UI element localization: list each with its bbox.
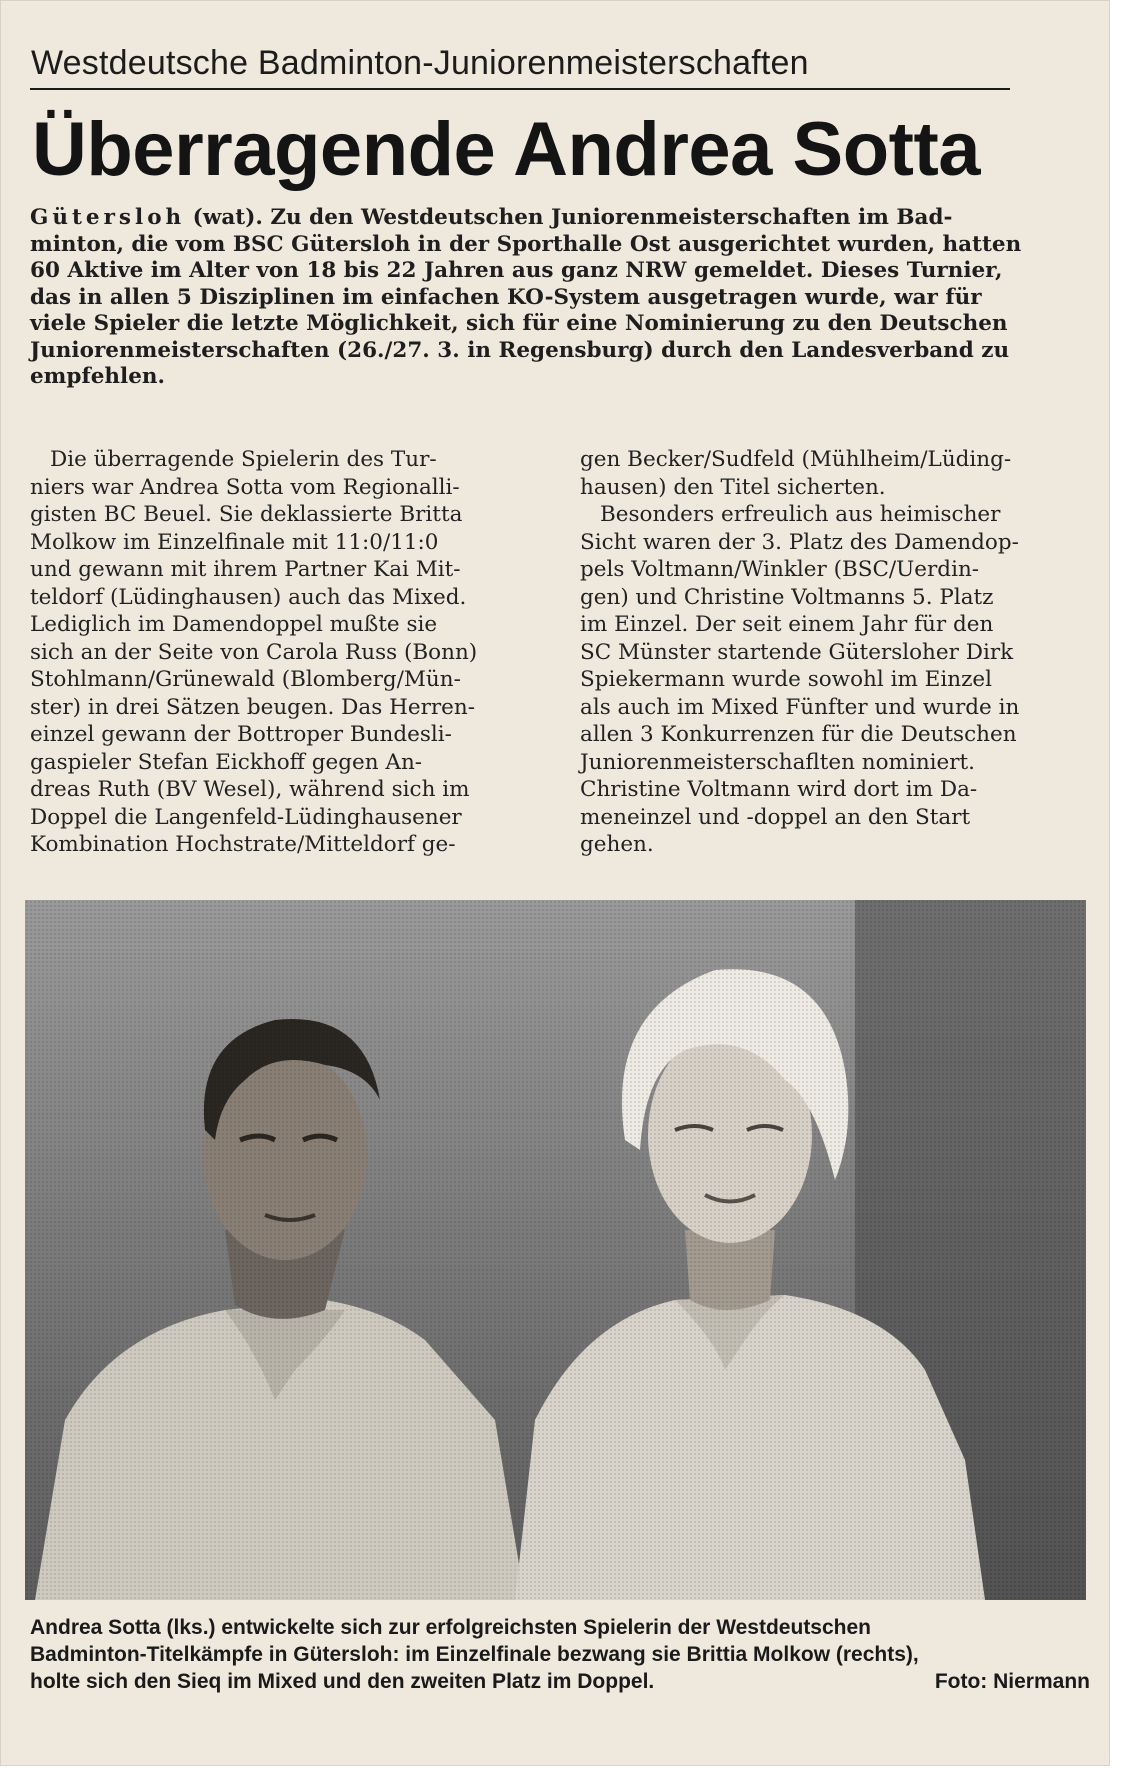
lead-line: 60 Aktive im Alter von 18 bis 22 Jahren aus ganz NRW gemeldet. Dieses Turnier, xyxy=(30,258,1003,283)
body-line: ster) in drei Sätzen beugen. Das Herren- xyxy=(30,694,475,720)
body-line: als auch im Mixed Fünfter und wurde in xyxy=(580,694,1020,720)
body-line: Sicht waren der 3. Platz des Damendop- xyxy=(580,529,1019,555)
press-photo xyxy=(25,900,1086,1600)
body-line: im Einzel. Der seit einem Jahr für den xyxy=(580,612,994,637)
lead-line: empfehlen. xyxy=(30,364,165,389)
kicker-underline xyxy=(30,88,1010,90)
photo-credit: Foto: Niermann xyxy=(934,1670,1090,1693)
body-line: Stohlmann/Grünewald (Blomberg/Mün- xyxy=(30,667,461,692)
caption-line: Andrea Sotta (lks.) entwickelte sich zur erfolgreichsten Spielerin der Westdeutschen xyxy=(30,1616,872,1639)
body-line: SC Münster startende Gütersloher Dirk xyxy=(580,639,1014,665)
body-line: Besonders erfreulich aus heimischer xyxy=(600,502,1001,527)
body-line: dreas Ruth (BV Wesel), während sich im xyxy=(30,777,470,802)
body-line: einzel gewann der Bottroper Bundesli- xyxy=(30,722,452,747)
press-photo-illustration xyxy=(25,900,1086,1600)
body-line: Molkow im Einzelfinale mit 11:0/11:0 xyxy=(30,529,439,555)
photo-caption xyxy=(30,1614,1090,1695)
body-line: Christine Voltmann wird dort im Da- xyxy=(580,777,978,802)
article-kicker: Westdeutsche Badminton-Juniorenmeisterschaften xyxy=(31,44,809,82)
body-line: und gewann mit ihrem Partner Kai Mit- xyxy=(30,557,461,582)
body-line: Kombination Hochstrate/Mitteldorf ge- xyxy=(30,832,456,857)
body-line: Lediglich im Damendoppel mußte sie xyxy=(30,612,438,637)
body-line: gaspieler Stefan Eickhoff gegen An- xyxy=(30,749,423,775)
body-line: sich an der Seite von Carola Russ (Bonn) xyxy=(30,639,478,665)
body-line: Die überragende Spielerin des Tur- xyxy=(50,447,437,472)
dateline: Gütersloh xyxy=(30,205,186,230)
body-line: teldorf (Lüdinghausen) auch das Mixed. xyxy=(30,584,467,610)
body-line: gen Becker/Sudfeld (Mühlheim/Lüding- xyxy=(580,447,1012,472)
body-line: meneinzel und -doppel an den Start xyxy=(580,804,971,830)
article-headline: Überragende Andrea Sotta xyxy=(32,107,981,192)
body-line: pels Voltmann/Winkler (BSC/Uerdin- xyxy=(580,557,980,582)
lead-line: Juniorenmeisterschaften (26./27. 3. in Regensburg) durch den Landesverband zu xyxy=(30,337,1010,363)
lead-line: das in allen 5 Disziplinen im einfachen KO-System ausgetragen wurde, war für xyxy=(30,284,982,310)
body-column-left xyxy=(30,446,520,859)
body-line: gisten BC Beuel. Sie deklassierte Britta xyxy=(30,502,463,527)
caption-line: holte sich den Sieq im Mixed und den zweiten Platz im Doppel. xyxy=(30,1670,655,1693)
body-line: allen 3 Konkurrenzen für die Deutschen xyxy=(580,722,1017,747)
body-line: Doppel die Langenfeld-Lüdinghausener xyxy=(30,804,462,830)
article-lead xyxy=(30,205,1094,391)
lead-line xyxy=(30,205,1094,232)
body-line: Juniorenmeisterschaflten nominiert. xyxy=(580,749,976,775)
lead-first-line-rest: (wat). Zu den Westdeutschen Juniorenmeisterschaften im Bad- xyxy=(185,205,953,230)
body-line: Spiekermann wurde sowohl im Einzel xyxy=(580,667,993,692)
lead-line: viele Spieler die letzte Möglichkeit, sich für eine Nominierung zu den Deutschen xyxy=(30,311,1008,336)
body-line: gehen. xyxy=(580,832,654,857)
body-line: hausen) den Titel sicherten. xyxy=(580,474,886,500)
lead-line: minton, die vom BSC Gütersloh in der Sporthalle Ost ausgerichtet wurden, hatten xyxy=(30,231,1022,257)
body-line: niers war Andrea Sotta vom Regionalli- xyxy=(30,474,460,500)
body-line: gen) und Christine Voltmanns 5. Platz xyxy=(580,584,994,610)
caption-line: Badminton-Titelkämpfe in Gütersloh: im Einzelfinale bezwang sie Brittia Molkow (rechts), xyxy=(30,1643,919,1666)
body-column-right xyxy=(580,446,1095,859)
